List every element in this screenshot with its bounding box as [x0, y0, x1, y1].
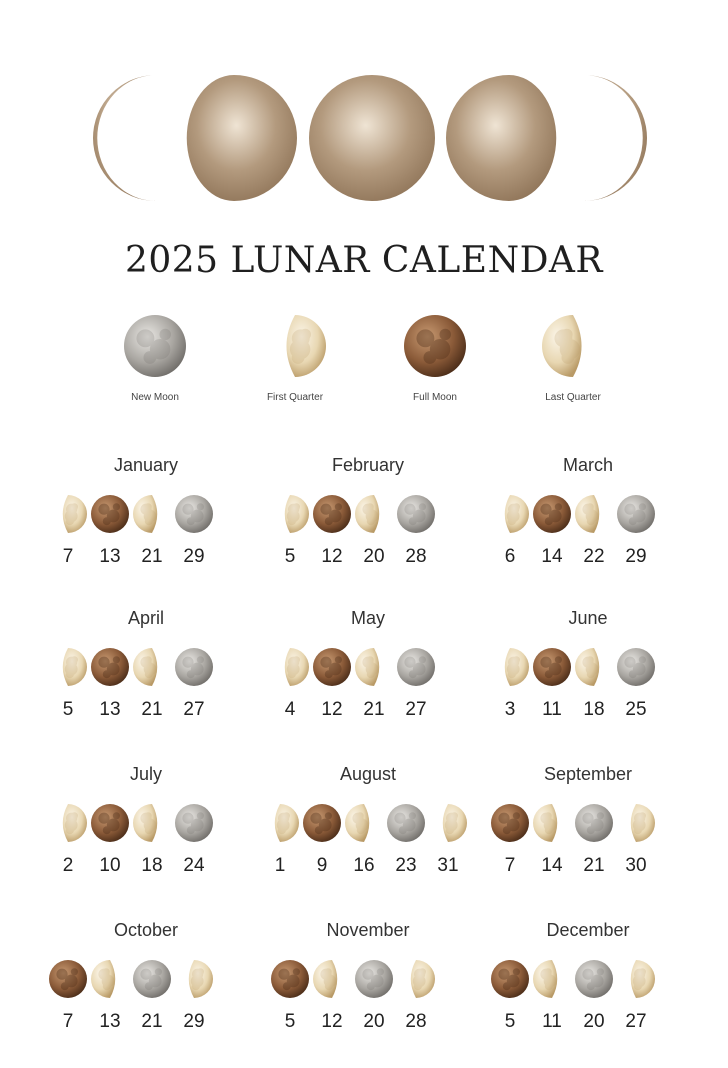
phase-day: 7 [504, 855, 516, 876]
month-name: September [543, 764, 633, 784]
phase-day: 23 [395, 855, 417, 876]
full-moon-icon [532, 494, 572, 534]
legend-new [90, 314, 220, 403]
full-moon-icon [48, 959, 88, 999]
new-moon-icon [123, 314, 187, 378]
new-moon-icon [574, 803, 614, 843]
phase-day: 1 [274, 855, 286, 876]
month-july [36, 764, 256, 876]
month-name: February [331, 455, 405, 475]
month-april [36, 608, 256, 720]
phase-day: 28 [405, 546, 427, 567]
phase-day: 16 [353, 855, 375, 876]
phase-day: 18 [583, 699, 605, 720]
phase-last-quarter [88, 959, 132, 999]
month-october [36, 920, 256, 1032]
last-quarter-moon-icon [354, 494, 394, 534]
legend-label: First Quarter [266, 392, 324, 403]
last-quarter-moon-icon [541, 314, 605, 378]
phase-day: 29 [183, 1011, 205, 1032]
phase-day: 13 [99, 1011, 121, 1032]
new-moon-icon [132, 959, 172, 999]
hero-moon-waning-crescent [584, 75, 647, 201]
phase-new [130, 959, 174, 999]
full-moon-icon [490, 959, 530, 999]
phase-first-quarter [394, 959, 438, 999]
phase-last-quarter [530, 803, 574, 843]
page-title: 2025 LUNAR CALENDAR [124, 240, 604, 281]
phase-first-quarter [614, 803, 658, 843]
phase-day: 29 [625, 546, 647, 567]
phase-day: 20 [583, 1011, 605, 1032]
full-moon-icon [270, 959, 310, 999]
full-moon-icon [312, 647, 352, 687]
legend-label: Full Moon [413, 392, 457, 403]
last-quarter-moon-icon [90, 959, 130, 999]
month-name: December [546, 920, 630, 940]
hero-moon-full [309, 75, 435, 201]
phase-day: 12 [321, 699, 343, 720]
phase-full [88, 803, 132, 843]
phase-day: 9 [316, 855, 328, 876]
month-january [36, 455, 256, 567]
phase-full [88, 647, 132, 687]
full-moon-icon [312, 494, 352, 534]
new-moon-icon [616, 494, 656, 534]
phase-new [614, 647, 658, 687]
phase-new [172, 803, 216, 843]
phase-day: 29 [183, 546, 205, 567]
phase-last-quarter [130, 803, 174, 843]
phase-day: 27 [625, 1011, 647, 1032]
month-february [258, 455, 478, 567]
legend-last-quarter [508, 314, 638, 403]
phase-last-quarter [130, 647, 174, 687]
new-moon-icon [174, 647, 214, 687]
phase-day: 21 [363, 699, 385, 720]
phase-day: 6 [504, 546, 516, 567]
new-moon-icon [386, 803, 426, 843]
phase-day: 21 [141, 1011, 163, 1032]
first-quarter-moon-icon [616, 803, 656, 843]
month-name: May [350, 608, 385, 628]
phase-last-quarter [572, 647, 616, 687]
new-moon-icon [574, 959, 614, 999]
phase-day: 5 [62, 699, 74, 720]
first-quarter-moon-icon [396, 959, 436, 999]
full-moon-icon [90, 803, 130, 843]
phase-last-quarter [530, 959, 574, 999]
full-moon-icon [90, 647, 130, 687]
last-quarter-moon-icon [532, 803, 572, 843]
phase-day: 27 [405, 699, 427, 720]
last-quarter-moon-icon [354, 647, 394, 687]
phase-day: 7 [62, 1011, 74, 1032]
phase-first-quarter [614, 959, 658, 999]
legend-label: Last Quarter [545, 392, 601, 403]
month-may [258, 608, 478, 720]
phase-first-quarter [268, 494, 312, 534]
month-name: October [113, 920, 179, 940]
phase-day: 13 [99, 546, 121, 567]
month-name: June [568, 608, 608, 628]
first-quarter-moon-icon [48, 494, 88, 534]
phase-day: 24 [183, 855, 205, 876]
phase-day: 28 [405, 1011, 427, 1032]
phase-day: 22 [583, 546, 605, 567]
phase-new [172, 494, 216, 534]
last-quarter-moon-icon [574, 647, 614, 687]
hero-moon-waxing-crescent [93, 75, 156, 201]
phase-new [572, 803, 616, 843]
legend-first-quarter [230, 314, 360, 403]
phase-new [394, 647, 438, 687]
phase-first-quarter [46, 494, 90, 534]
phase-full [530, 494, 574, 534]
phase-day: 4 [284, 699, 296, 720]
phase-first-quarter [488, 494, 532, 534]
phase-day: 5 [284, 546, 296, 567]
phase-new [172, 647, 216, 687]
hero-moon-waning-gibbous [446, 75, 556, 201]
new-moon-icon [354, 959, 394, 999]
full-moon-icon [490, 803, 530, 843]
phase-day: 12 [321, 546, 343, 567]
phase-day: 5 [284, 1011, 296, 1032]
month-name: March [562, 455, 613, 475]
phase-first-quarter [488, 647, 532, 687]
phase-full [310, 494, 354, 534]
phase-last-quarter [352, 647, 396, 687]
phase-day: 2 [62, 855, 74, 876]
first-quarter-moon-icon [428, 803, 468, 843]
phase-day: 27 [183, 699, 205, 720]
phase-day: 18 [141, 855, 163, 876]
phase-first-quarter [172, 959, 216, 999]
new-moon-icon [174, 494, 214, 534]
hero-moon-waxing-gibbous [187, 75, 297, 201]
phase-first-quarter [268, 647, 312, 687]
phase-day: 11 [542, 1011, 562, 1032]
new-moon-icon [396, 647, 436, 687]
legend-full [370, 314, 500, 403]
new-moon-icon [396, 494, 436, 534]
last-quarter-moon-icon [132, 803, 172, 843]
full-moon-icon [90, 494, 130, 534]
phase-new [394, 494, 438, 534]
phase-full [488, 803, 532, 843]
first-quarter-moon-icon [263, 314, 327, 378]
phase-first-quarter [258, 803, 302, 843]
phase-day: 25 [625, 699, 647, 720]
last-quarter-moon-icon [344, 803, 384, 843]
phase-full [310, 647, 354, 687]
first-quarter-moon-icon [616, 959, 656, 999]
phase-last-quarter [310, 959, 354, 999]
month-november [258, 920, 478, 1032]
month-name: January [113, 455, 179, 475]
phase-new [384, 803, 428, 843]
phase-new [352, 959, 396, 999]
phase-day: 3 [504, 699, 516, 720]
phase-full [300, 803, 344, 843]
phase-day: 10 [99, 855, 121, 876]
last-quarter-moon-icon [312, 959, 352, 999]
phase-full [488, 959, 532, 999]
phase-last-quarter [572, 494, 616, 534]
phase-day: 20 [363, 546, 385, 567]
month-december [478, 920, 698, 1032]
phase-first-quarter [46, 803, 90, 843]
first-quarter-moon-icon [260, 803, 300, 843]
month-september [478, 764, 698, 876]
phase-day: 21 [141, 699, 163, 720]
first-quarter-moon-icon [174, 959, 214, 999]
first-quarter-moon-icon [270, 494, 310, 534]
phase-new [614, 494, 658, 534]
month-name: April [127, 608, 164, 628]
month-june [478, 608, 698, 720]
first-quarter-moon-icon [270, 647, 310, 687]
legend-label: New Moon [131, 392, 179, 403]
phase-day: 5 [504, 1011, 516, 1032]
phase-full [268, 959, 312, 999]
last-quarter-moon-icon [532, 959, 572, 999]
phase-day: 21 [583, 855, 605, 876]
phase-day: 13 [99, 699, 121, 720]
new-moon-icon [616, 647, 656, 687]
phase-day: 30 [625, 855, 647, 876]
last-quarter-moon-icon [132, 494, 172, 534]
month-august [258, 764, 478, 876]
phase-day: 7 [62, 546, 74, 567]
first-quarter-moon-icon [490, 647, 530, 687]
phase-day: 31 [437, 855, 459, 876]
full-moon-icon [532, 647, 572, 687]
phase-last-quarter [130, 494, 174, 534]
phase-first-quarter [426, 803, 470, 843]
phase-full [46, 959, 90, 999]
phase-last-quarter [352, 494, 396, 534]
last-quarter-moon-icon [132, 647, 172, 687]
phase-day: 11 [542, 699, 562, 720]
phase-full [88, 494, 132, 534]
new-moon-icon [174, 803, 214, 843]
month-name: August [339, 764, 397, 784]
month-march [478, 455, 698, 567]
phase-last-quarter [342, 803, 386, 843]
phase-day: 12 [321, 1011, 343, 1032]
phase-day: 20 [363, 1011, 385, 1032]
phase-first-quarter [46, 647, 90, 687]
month-name: November [326, 920, 410, 940]
last-quarter-moon-icon [574, 494, 614, 534]
phase-day: 14 [541, 546, 563, 567]
first-quarter-moon-icon [490, 494, 530, 534]
first-quarter-moon-icon [48, 803, 88, 843]
phase-full [530, 647, 574, 687]
phase-new [572, 959, 616, 999]
phase-day: 21 [141, 546, 163, 567]
phase-day: 14 [541, 855, 563, 876]
month-name: July [129, 764, 162, 784]
moon-phases-banner [0, 0, 728, 230]
full-moon-icon [302, 803, 342, 843]
full-moon-icon [403, 314, 467, 378]
first-quarter-moon-icon [48, 647, 88, 687]
